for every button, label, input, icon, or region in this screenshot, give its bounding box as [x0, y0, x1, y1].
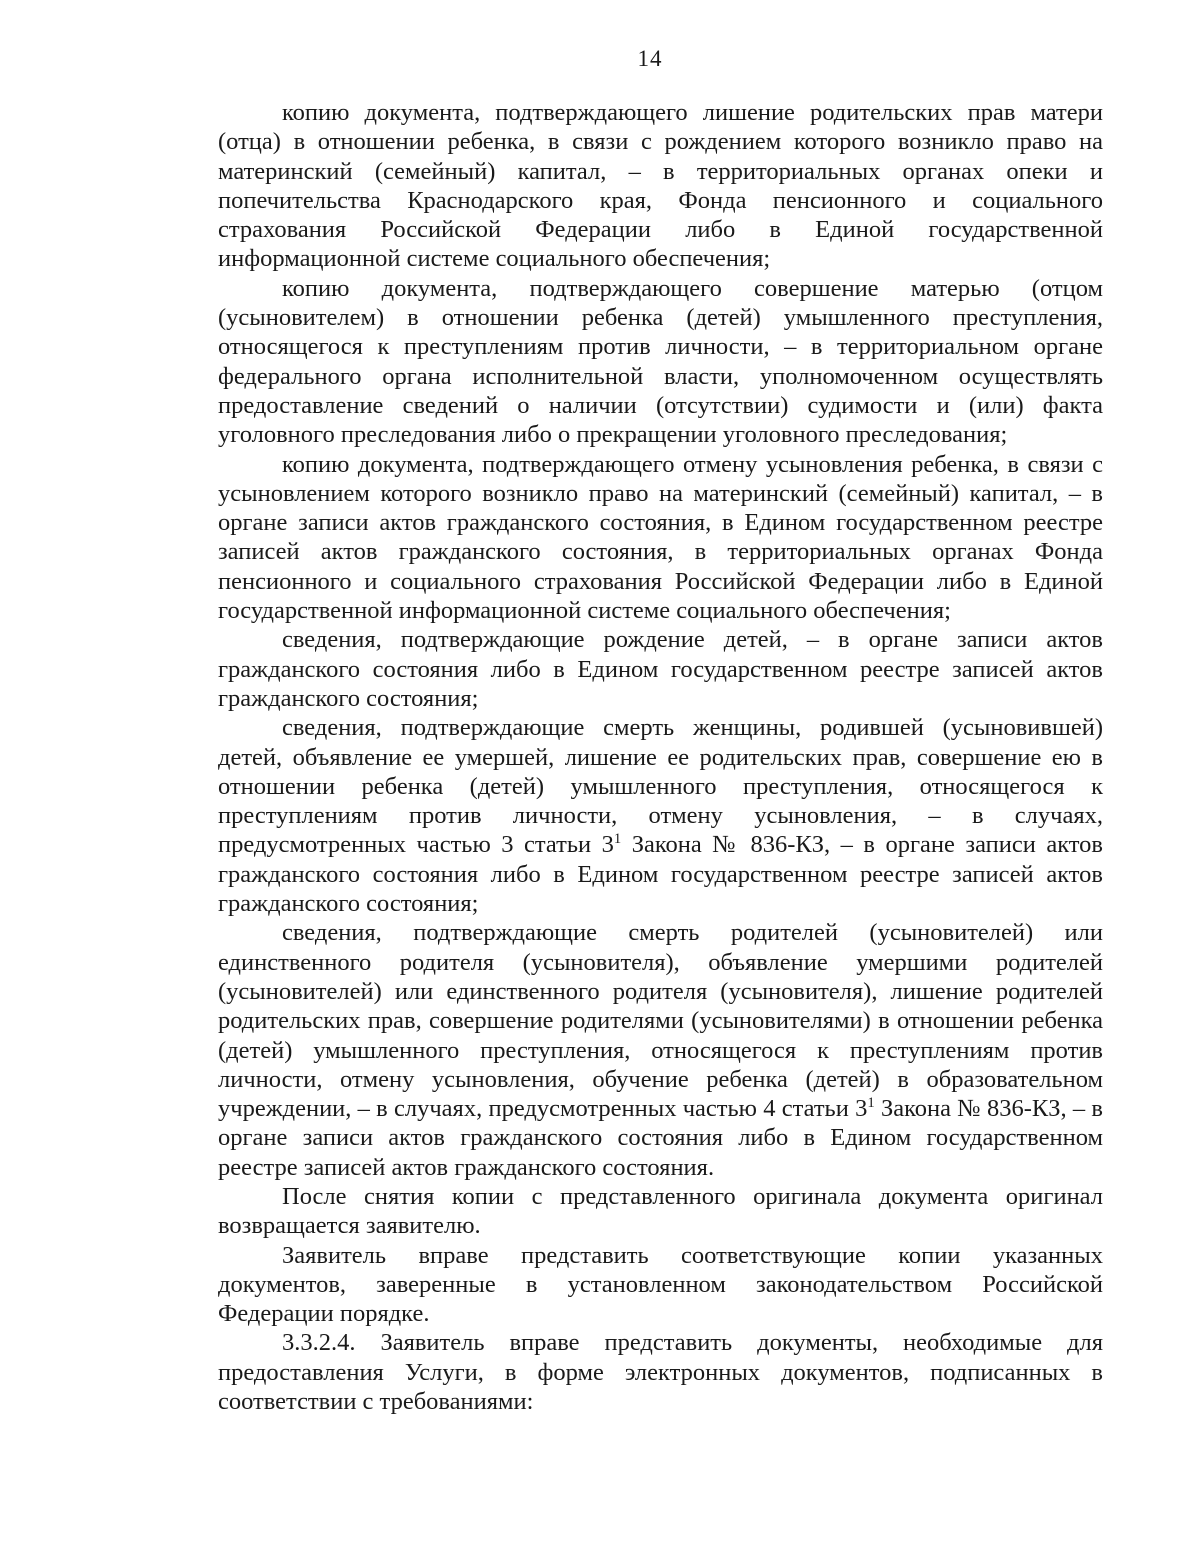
paragraph-certified-copies: Заявитель вправе представить соответствующие копии указанных документов, заверенные в установленном законодательством Российской Федерации порядке. — [218, 1241, 1103, 1328]
paragraph-intentional-crime: копию документа, подтверждающего совершение матерью (отцом (усыновителем) в отношении ребенка (детей) умышленного преступления, относящегося к преступлениям против личности, – в территориальном органе федерального органа исполнительной власти, уполномоченном осуществлять предоставление сведений о наличии (отсутствии) судимости и (или) факта уголовного преследования либо о прекращении уголовного преследования; — [218, 274, 1103, 449]
document-body — [218, 98, 1103, 1416]
paragraph-mother-death: сведения, подтверждающие смерть женщины, родившей (усыновившей) детей, объявление ее умершей, лишение ее родительских прав, совершение ею в отношении ребенка (детей) умышленного преступления, относящегося к преступлениям против личности, отмену усыновления, – в случаях, предусмотренных частью 3 статьи $3^1$ Закона № 836-КЗ, – в органе записи актов гражданского состояния либо в Едином государственном реестре записей актов гражданского состояния; — [218, 714, 1103, 918]
paragraph-original-return: После снятия копии с представленного оригинала документа оригинал возвращается заявителю. — [218, 1182, 1103, 1240]
paragraph-parental-rights-deprivation: копию документа, подтверждающего лишение родительских прав матери (отца) в отношении ребенка, в связи с рождением которого возникло право на материнский (семейный) капитал, – в территориальных органах опеки и попечительства Краснодарского края, Фонда пенсионного и социального страхования Российской Федерации либо в Единой государственной информационной системе социального обеспечения; — [218, 99, 1103, 273]
article-superscript: 1 — [867, 1095, 875, 1112]
article-superscript: 1 — [613, 831, 622, 848]
paragraph-parents-death: сведения, подтверждающие смерть родителей (усыновителей) или единственного родителя (усыновителя), объявление умершими родителей (усыновителей) или единственного родителя (усыновителя), лишение родителей родительских прав, совершение родителями (усыновителями) в отношении ребенка (детей) умышленного преступления, относящегося к преступлениям против личности, отмену усыновления, обучение ребенка (детей) в образовательном учреждении, – в случаях, предусмотренных частью 4 статьи $3^1$ Закона № 836-КЗ, – в органе записи актов гражданского состояния либо в Едином государственном реестре записей актов гражданского состояния. — [218, 919, 1104, 1181]
paragraph-electronic-documents: 3.3.2.4. Заявитель вправе представить документы, необходимые для предоставления Услуги, в форме электронных документов, подписанных в соответствии с требованиями: — [218, 1329, 1103, 1416]
page-number: 14 — [637, 46, 663, 71]
paragraph-adoption-cancellation: копию документа, подтверждающего отмену усыновления ребенка, в связи с усыновлением которого возникло право на материнский (семейный) капитал, – в органе записи актов гражданского состояния, в Едином государственном реестре записей актов гражданского состояния, в территориальных органах Фонда пенсионного и социального страхования Российской Федерации либо в Единой государственной информационной системе социального обеспечения; — [218, 450, 1103, 625]
paragraph-birth-confirmation: сведения, подтверждающие рождение детей, – в органе записи актов гражданского состояния либо в Едином государственном реестре записей актов гражданского состояния; — [218, 626, 1103, 712]
